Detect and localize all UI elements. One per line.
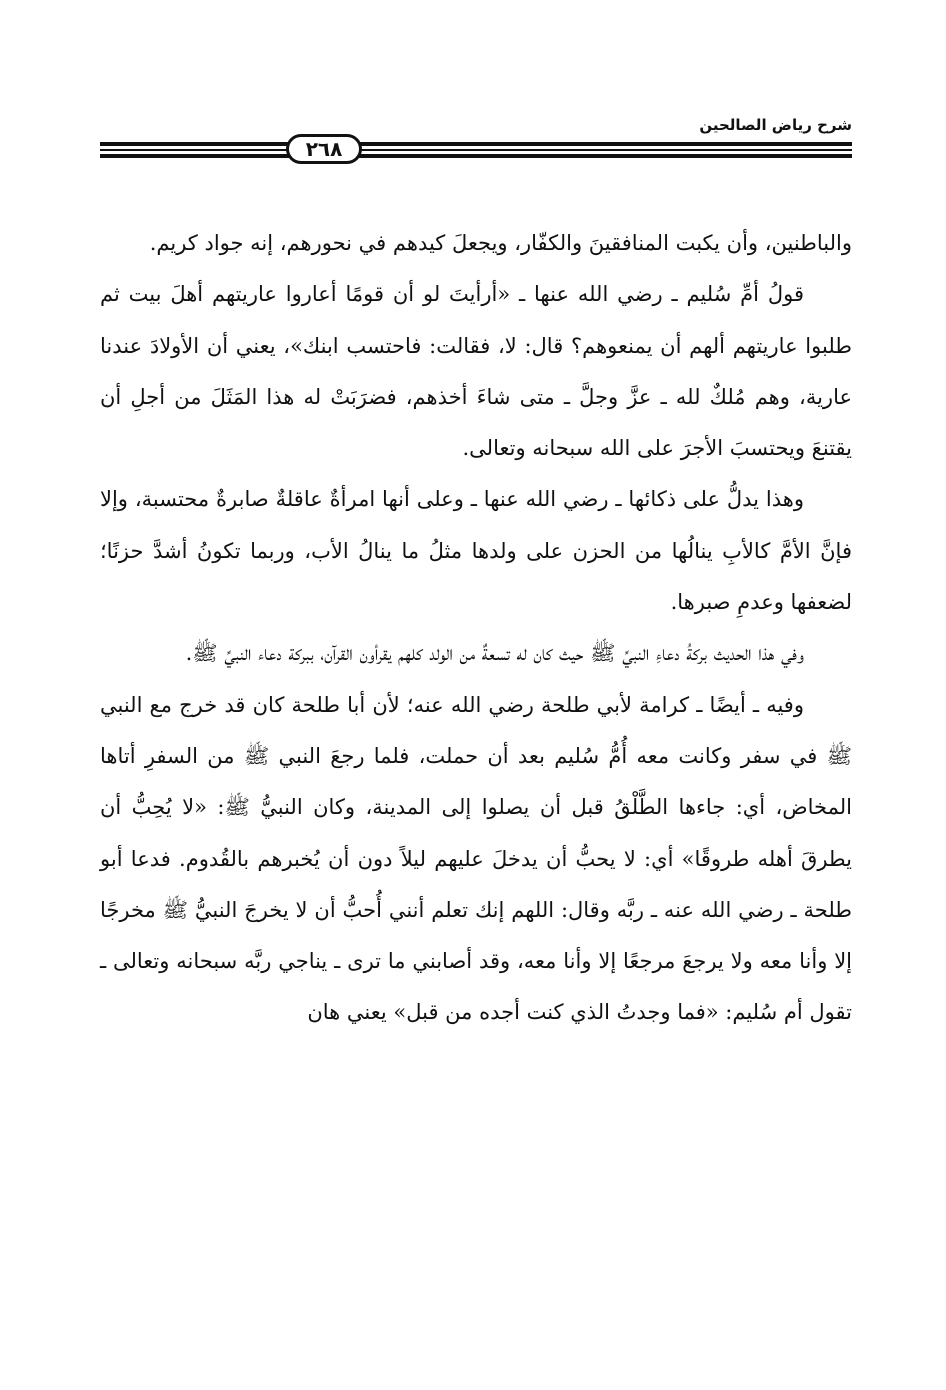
paragraph: وهذا يدلُّ على ذكائها ـ رضي الله عنها ـ وعلى أنها امرأةٌ عاقلةٌ صابرةٌ محتسبة، وإلا فإنَّ الأمَّ كالأبِ ينالُها من الحزن على ولدها مثلُ ما ينالُ الأب، وربما تكونُ أشدَّ حزنًا؛ لضعفها وعدمِ صبرها. (100, 487, 852, 615)
page-body (100, 218, 852, 1039)
paragraph: والباطنين، وأن يكبت المنافقينَ والكفّار، ويجعلَ كيدهم في نحورهم، إنه جواد كريم. (149, 231, 852, 255)
header-rule-middle (100, 149, 852, 151)
page-header (100, 112, 852, 172)
running-title: شرح رياض الصالحين (699, 116, 852, 134)
page-number: ٢٦٨ (286, 134, 362, 164)
header-rule-bottom (100, 154, 852, 158)
header-rule-top (100, 142, 852, 146)
paragraph: وفيه ـ أيضًا ـ كرامة لأبي طلحة رضي الله عنه؛ لأن أبا طلحة كان قد خرج مع النبي ﷺ في سفر وكانت معه أُمُّ سُليم بعد أن حملت، فلما رجعَ النبي ﷺ من السفرِ أتاها المخاض، أي: جاءها الطَّلْقُ قبل أن يصلوا إلى المدينة، وكان النبيُّ ﷺ: «لا يُحِبُّ أن يطرقَ أهله طروقًا» أي: لا يحبُّ أن يدخلَ عليهم ليلاً دون أن يُخبرهم بالقُدوم. فدعا أبو طلحة ـ رضي الله عنه ـ ربَّه وقال: اللهم إنك تعلم أنني أُحبُّ أن لا يخرجَ النبيُّ ﷺ مخرجًا إلا وأنا معه ولا يرجعَ مرجعًا إلا وأنا معه، وقد أصابني ما ترى ـ يناجي ربَّه سبحانه وتعالى ـ تقول أم سُليم: «فما وجدتُ الذي كنت أجده من قبل» يعني هان (100, 692, 852, 1025)
paragraph: قولُ أمِّ سُليم ـ رضي الله عنها ـ «أرأيتَ لو أن قومًا أعاروا عاريتهم أهلَ بيت ثم طلبوا عاريتهم ألهم أن يمنعوهم؟ قال: لا، فقالت: فاحتسب ابنك»، يعني أن الأولادَ عندنا عارية، وهم مُلكٌ لله ـ عزَّ وجلَّ ـ متى شاءَ أخذهم، فضرَبَتْ له هذا المَثَلَ من أجلِ أن يقتنعَ ويحتسبَ الأجرَ على الله سبحانه وتعالى. (100, 282, 852, 461)
paragraph: وفي هذا الحديث بركةُ دعاءِ النبيِّ ﷺ حيث كان له تسعةٌ من الولد كلهم يقرأون القرآن، ببركة دعاء النبيِّ ﷺ. (185, 641, 804, 666)
